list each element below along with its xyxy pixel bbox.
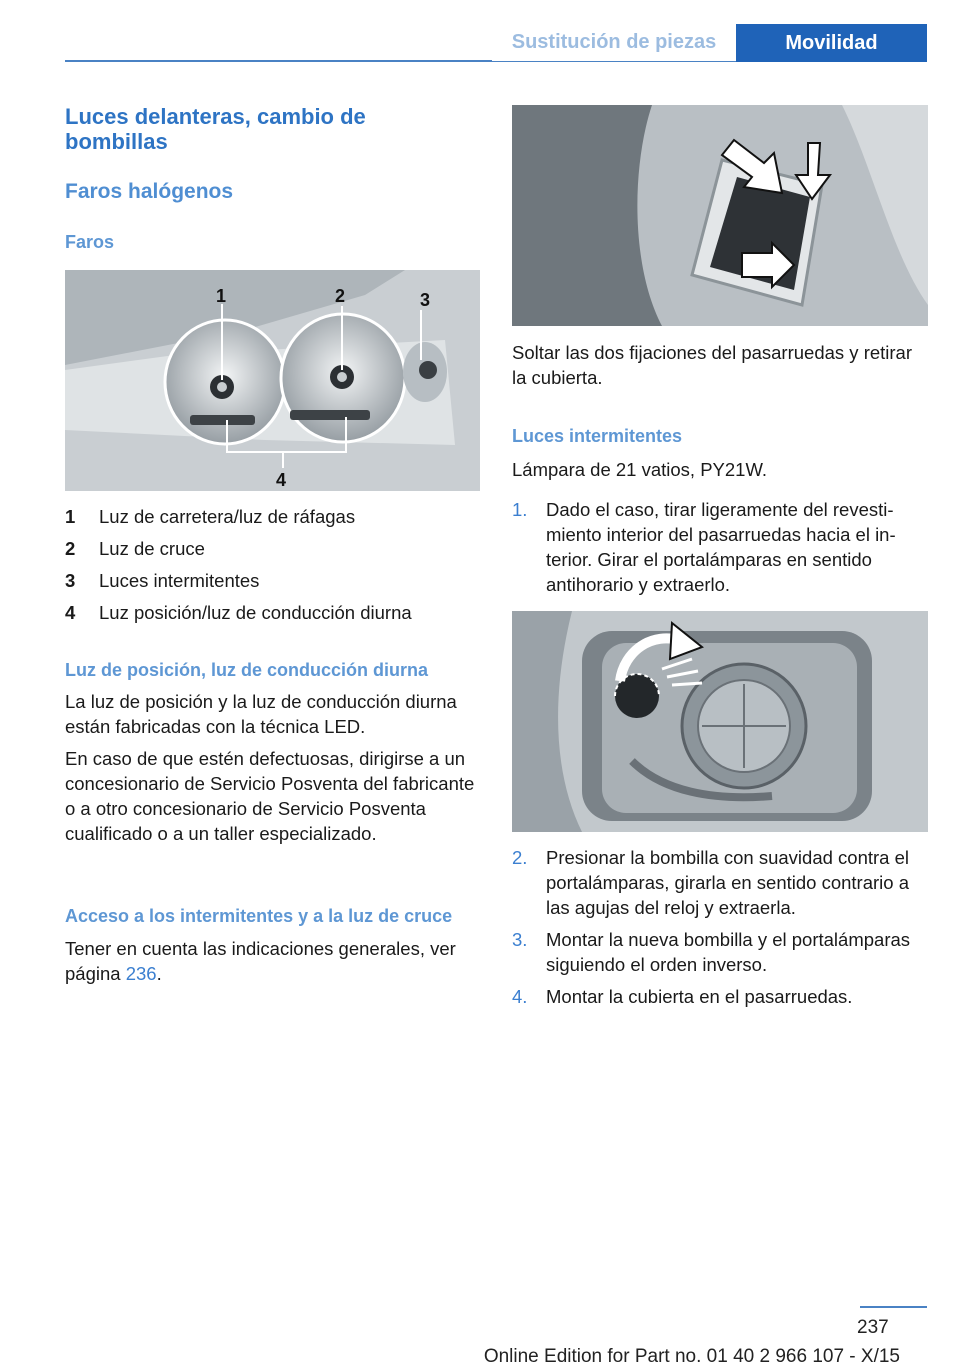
step-item [512,497,927,597]
figure-callout-2: 2 [335,286,346,306]
figure-legend [65,504,475,632]
edition-footer: Online Edition for Part no. 01 40 2 966 107 - X/15 [483,1346,900,1367]
legend-number: 4 [65,602,76,623]
position-light-section [65,660,475,846]
step-list-2 [512,845,927,1016]
figure-callout-4: 4 [276,470,287,490]
step-number: 4. [512,986,528,1007]
position-light-heading: Luz de posición, luz de conducción diurna [65,660,429,680]
legend-number: 1 [65,506,76,527]
legend-text: Luz posición/luz de conducción diurna [99,602,412,623]
access-paragraph [65,936,470,986]
step-text: Montar la cubierta en el pasarruedas. [546,986,853,1007]
access-text-end: . [156,963,162,984]
figure-callout-1: 1 [216,286,227,306]
headlight-figure [65,270,480,491]
page-title: Luces delanteras, cambio de bombillas [65,104,366,154]
legend-text: Luz de cruce [99,538,205,559]
access-heading: Acceso a los intermitentes y a la luz de cruce [65,906,453,926]
step-item [512,927,927,977]
step-number: 3. [512,929,528,950]
footer-rule [860,1306,927,1308]
legend-item [65,536,475,568]
service-paragraph: En caso de que estén defectuosas, dirigirse a un concesionario de Servicio Posventa del fabricante o a otro concesionario de Servicio Posventa cualificado o a un taller especializado. [65,748,475,844]
legend-item [65,504,475,536]
turn-signal-heading: Luces intermitentes [512,426,683,446]
access-text: Tener en cuenta las indicaciones generales, ver página [65,938,456,984]
legend-item [65,600,475,632]
step-text: Presionar la bombilla con suavidad contra el portalámparas, girarla en sentido contrario a las agujas del reloj y extraerla. [546,847,910,918]
step-number: 2. [512,847,528,868]
header-section-title: Sustitución de piezas [492,24,736,61]
header-chapter-tab: Movilidad [736,24,927,62]
legend-number: 3 [65,570,76,591]
step-text: Dado el caso, tirar ligeramente del revestimiento interior del pasarruedas hacia el interior. Girar el portalámparas en sentido antihorario y extraerlo. [546,499,896,595]
position-light-paragraph: La luz de posición y la luz de conducción diurna están fabricadas con la técnica LED. [65,691,457,737]
step-item [512,845,927,920]
step-text: Montar la nueva bombilla y el portalámparas siguiendo el orden inverso. [546,929,911,975]
wheel-arch-cover-figure [512,105,928,326]
legend-number: 2 [65,538,76,559]
legend-text: Luz de carretera/luz de ráfagas [99,506,356,527]
step-number: 1. [512,499,528,520]
figure-callout-3: 3 [420,290,431,310]
step-item [512,984,927,1009]
lamp-spec-text: Lámpara de 21 vatios, PY21W. [512,459,768,480]
page-number: 237 [857,1317,889,1338]
access-section [65,904,470,986]
section-title: Faros halógenos [65,180,234,203]
subsection-title: Faros [65,232,115,252]
page-reference-link[interactable]: 236 [125,963,157,984]
cover-removal-caption: Soltar las dos fijaciones del pasarruedas y retirar la cubierta. [512,342,912,388]
legend-text: Luces intermitentes [99,570,260,591]
legend-item [65,568,475,600]
lamp-holder-figure [512,611,928,832]
step-list-1 [512,497,927,604]
